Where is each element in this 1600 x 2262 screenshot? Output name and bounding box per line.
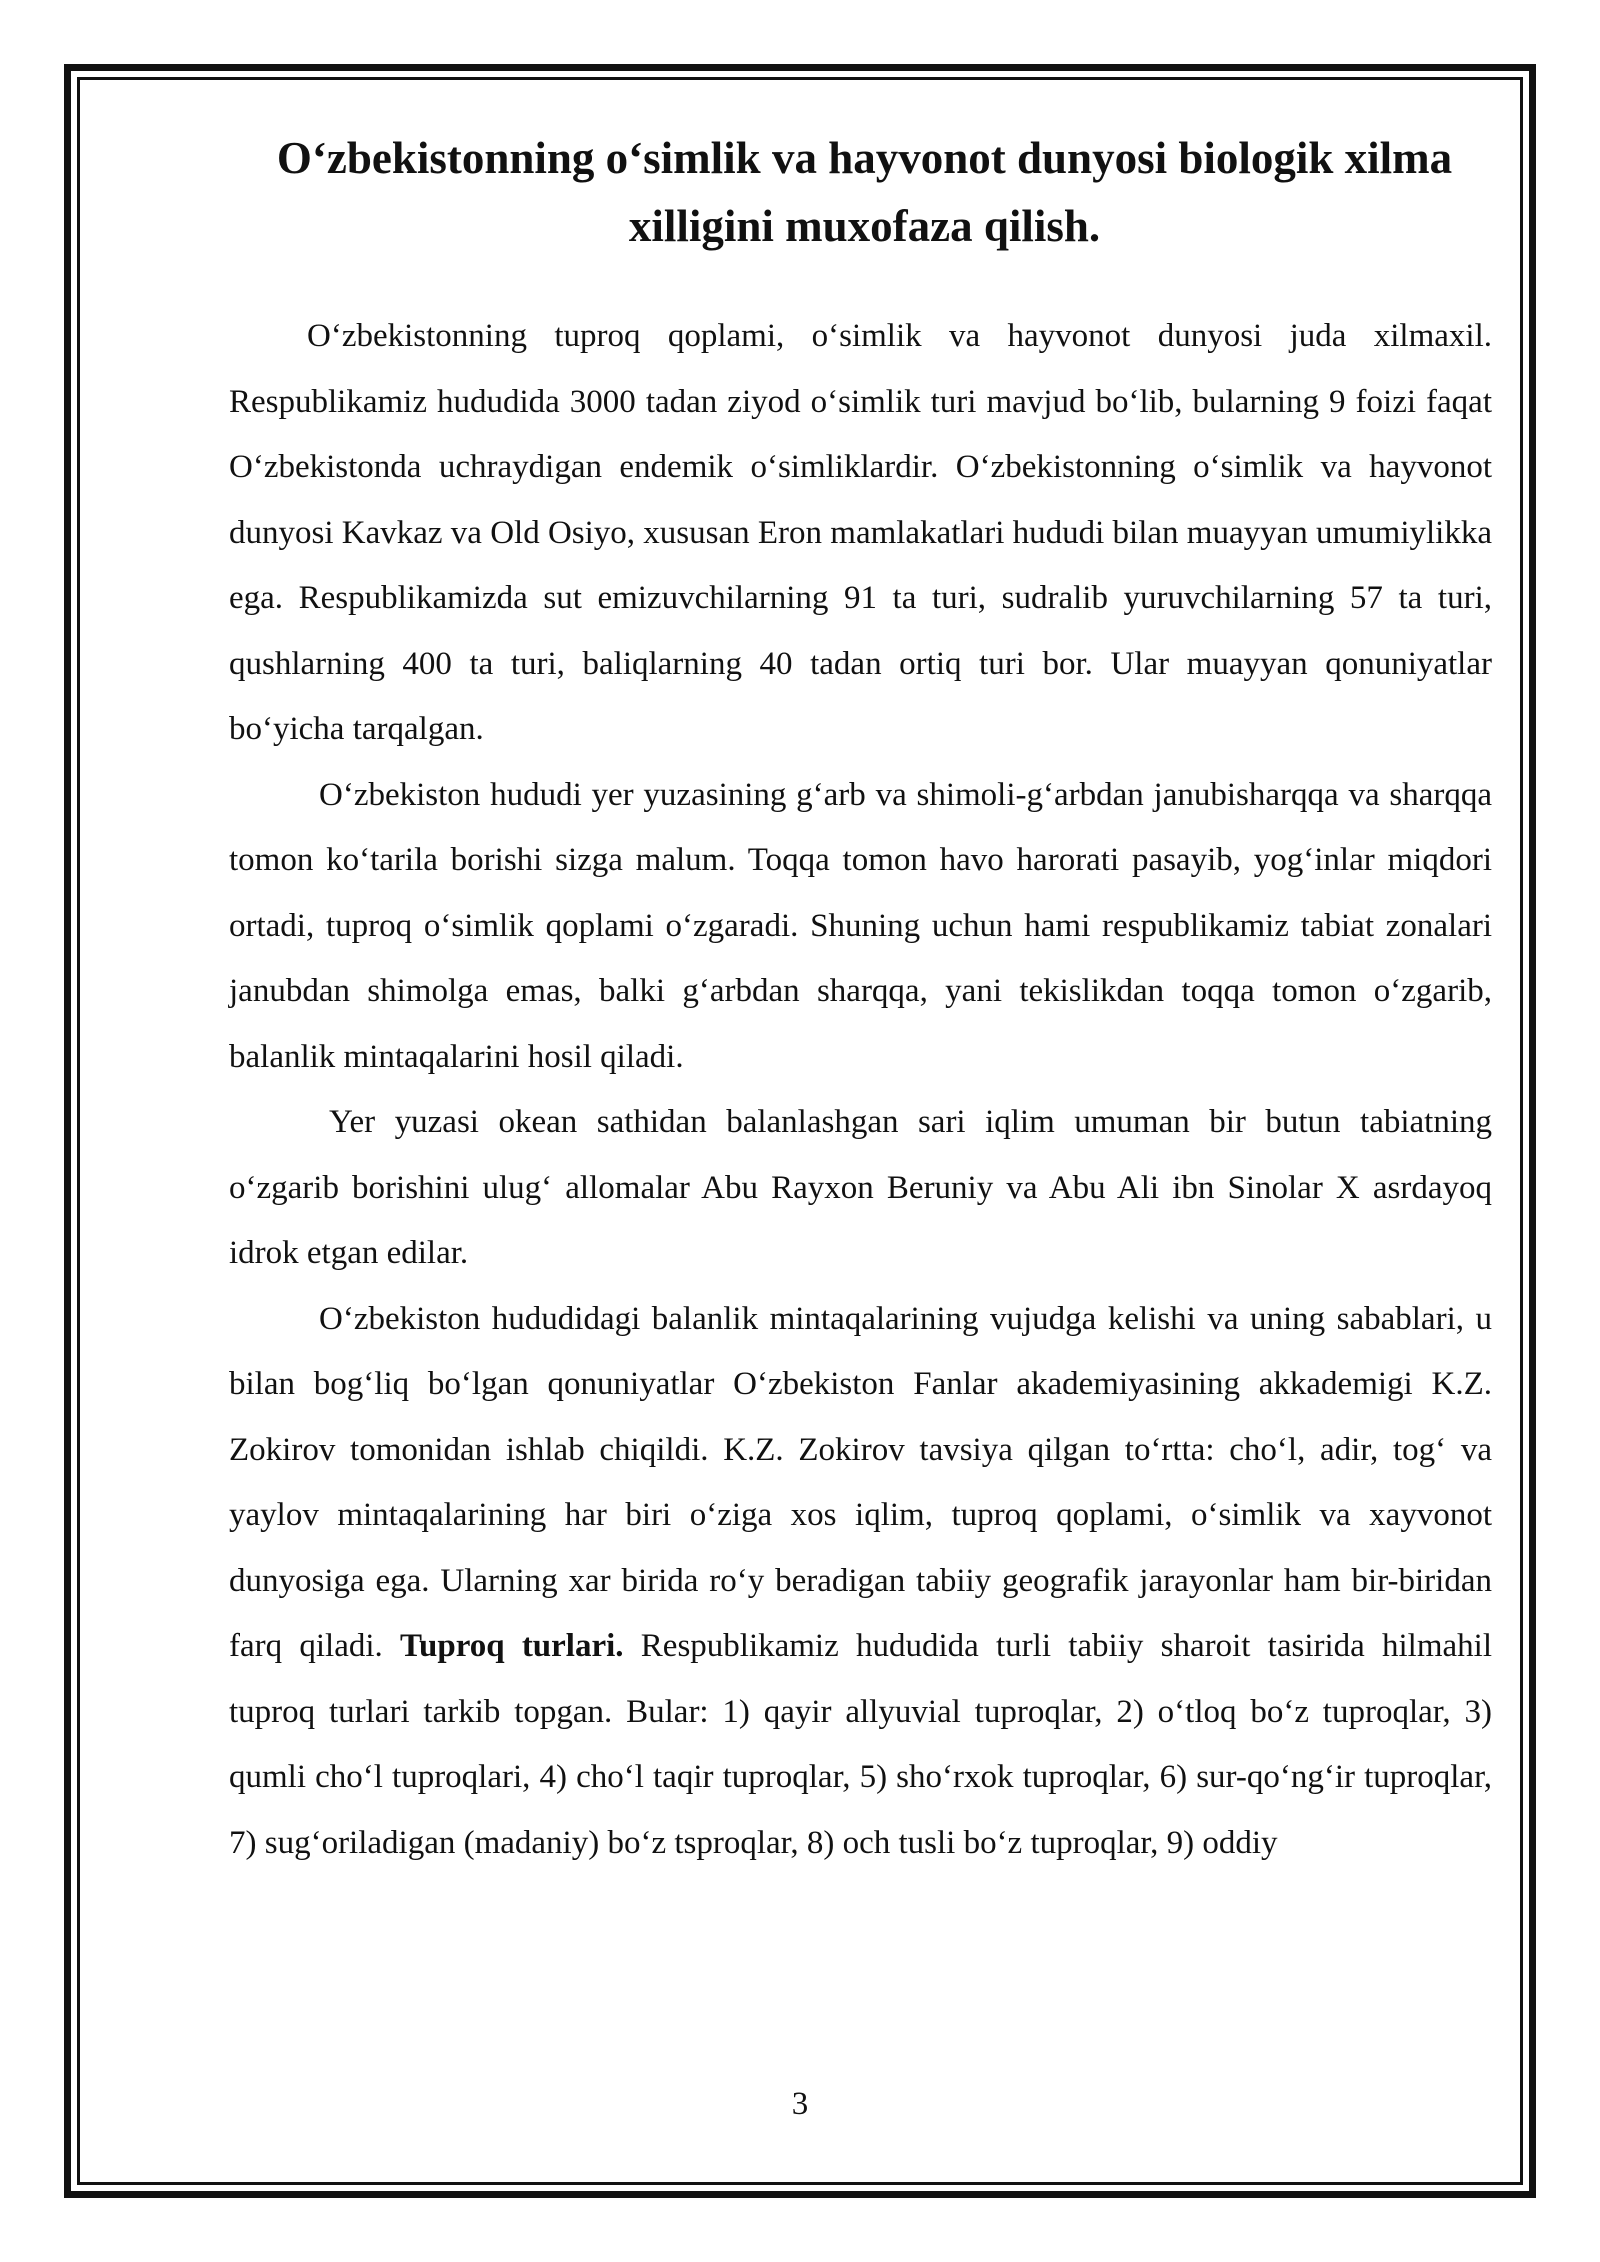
- title-line-2: xilligini muxofaza qilish.: [628, 201, 1101, 251]
- paragraph-4-continued: Respublikamiz hududida turli tabiiy sharoit tasirida hilmahil tuproq turlari tarkib topgan. Bular: 1) qayir allyuvial tuproqlar, 2) o‘tloq bo‘z tuproqlar, 3) qumli cho‘l tuproqlari, 4) cho‘l taqir tuproqlar, 5) sho‘rxok tuproqlar, 6) sur-qo‘ng‘ir tuproqlar, 7) sug‘oriladigan (madaniy) bo‘z tsproqlar, 8) och tusli bo‘z tuproqlar, 9) oddiy: [229, 1628, 1493, 1861]
- paragraph-2: O‘zbekiston hududi yer yuzasining g‘arb va shimoli-g‘arbdan janubisharqqa va sharqqa tomon ko‘tarila borishi sizga malum. Toqqa tomon havo harorati pasayib, yog‘inlar miqdori ortadi, tuproq o‘simlik qoplami o‘zgaradi. Shuning uchun hami respublikamiz tabiat zonalari janubdan shimolga emas, balki g‘arbdan sharqqa, yani tekislikdan toqqa tomon o‘zgarib, balanlik mintaqalarini hosil qiladi.: [229, 776, 1492, 1075]
- document-body: [229, 304, 1492, 1876]
- paragraph-4: [229, 1287, 1492, 1877]
- paragraph-3: Yer yuzasi okean sathidan balanlashgan sari iqlim umuman bir butun tabiatning o‘zgarib borishini ulug‘ allomalar Abu Rayxon Beruniy va Abu Ali ibn Sinolar X asrdayoq idrok etgan edilar.: [229, 1104, 1492, 1271]
- document-title: [229, 124, 1492, 260]
- paragraph-4-text: O‘zbekiston hududidagi balanlik mintaqalarining vujudga kelishi va uning sabablari, u bilan bog‘liq bo‘lgan qonuniyatlar O‘zbekiston Fanlar akademiyasining akkademigi K.Z. Zokirov tomonidan ishlab chiqildi. K.Z. Zokirov tavsiya qilgan to‘rtta: cho‘l, adir, tog‘ va yaylov mintaqalarining har biri o‘ziga xos iqlim, tuproq qoplami, o‘simlik va xayvonot dunyosiga ega. Ularning xar birida ro‘y beradigan tabiiy geografik jarayonlar ham bir-biridan farq qiladi.: [229, 1300, 1492, 1664]
- page-number: 3: [791, 2086, 809, 2122]
- document-content: [229, 124, 1492, 1876]
- soil-types-heading: Tuproq turlari.: [400, 1628, 624, 1664]
- title-line-1: O‘zbekistonning o‘simlik va hayvonot dunyosi biologik xilma: [276, 133, 1453, 183]
- paragraph-1: O‘zbekistonning tuproq qoplami, o‘simlik va hayvonot dunyosi juda xilmaxil. Respublikamiz hududida 3000 tadan ziyod o‘simlik turi mavjud bo‘lib, bularning 9 foizi faqat O‘zbekistonda uchraydigan endemik o‘simliklardir. O‘zbekistonning o‘simlik va hayvonot dunyosi Kavkaz va Old Osiyo, xususan Eron mamlakatlari hududi bilan muayyan umumiylikka ega. Respublikamizda sut emizuvchilarning 91 ta turi, sudralib yuruvchilarning 57 ta turi, qushlarning 400 ta turi, baliqlarning 40 tadan ortiq turi bor. Ular muayyan qonuniyatlar bo‘yicha tarqalgan.: [229, 318, 1492, 747]
